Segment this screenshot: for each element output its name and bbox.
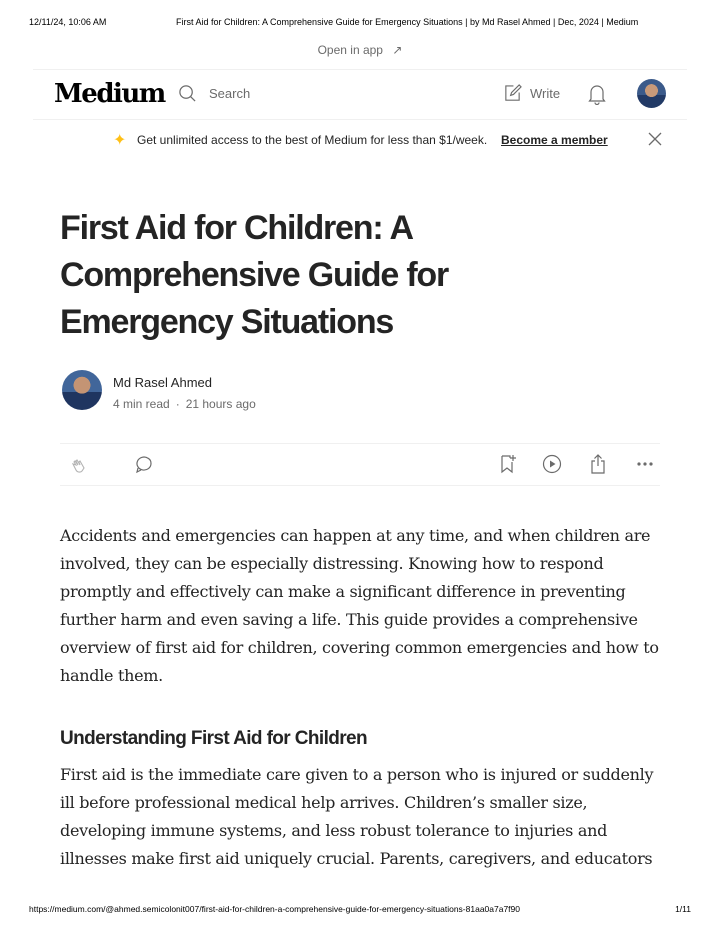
- medium-logo[interactable]: Medium: [54, 79, 165, 109]
- open-in-app-link[interactable]: [0, 43, 720, 57]
- section-heading: Understanding First Aid for Children: [60, 728, 368, 749]
- article-paragraph: First aid is the immediate care given to a person who is injured or suddenly ill before professional medical help arrives. Children’s smaller size, developing immune systems, and less robust tolerance to injuries and illnesses make first aid uniquely crucial. Parents, caregivers, and educators: [60, 765, 654, 868]
- search-box[interactable]: [178, 84, 250, 103]
- article-paragraph: Accidents and emergencies can happen at any time, and when children are involved, they can be especially distressing. Knowing how to respond promptly and effectively can make a significant difference in preventing further harm and even saving a life. This guide provides a comprehensive overview of first aid for children, covering common emergencies and how to handle them.: [60, 526, 659, 685]
- article-title: First Aid for Children: A Comprehensive Guide for Emergency Situations: [60, 209, 449, 341]
- write-label: Write: [530, 86, 561, 101]
- bell-icon[interactable]: [587, 83, 607, 105]
- play-icon[interactable]: [542, 454, 562, 474]
- author-name[interactable]: Md Rasel Ahmed: [113, 375, 212, 390]
- print-header: [29, 17, 659, 27]
- close-icon[interactable]: [648, 132, 662, 146]
- bookmark-icon[interactable]: [498, 454, 518, 474]
- print-url: https://medium.com/@ahmed.semicolonit007/first-aid-for-children-a-comprehensive-guide-for-emergency-situations-81aa0a7a7f90: [29, 904, 520, 914]
- print-doc-title: First Aid for Children: A Comprehensive Guide for Emergency Situations | by Md Rasel Ahmed | Dec, 2024 | Medium: [176, 17, 639, 27]
- comment-icon[interactable]: [134, 454, 154, 474]
- banner-text: Get unlimited access to the best of Medium for less than $1/week.: [137, 133, 488, 147]
- read-time: 4 min read: [113, 397, 170, 411]
- sparkle-icon: ✦: [113, 132, 127, 149]
- external-arrow-icon: ↗: [392, 43, 403, 57]
- divider: [33, 119, 687, 120]
- author-avatar[interactable]: [62, 370, 102, 410]
- share-icon[interactable]: [588, 454, 608, 474]
- search-icon: [178, 84, 197, 103]
- article-action-bar: [60, 443, 660, 485]
- article-meta: [113, 397, 256, 411]
- clap-icon[interactable]: [68, 454, 88, 474]
- print-footer: [29, 904, 691, 914]
- meta-separator: ·: [175, 397, 180, 411]
- become-member-link[interactable]: Become a member: [501, 133, 608, 147]
- open-in-app-label: Open in app: [317, 43, 383, 57]
- write-icon: [503, 84, 522, 103]
- top-navbar: [33, 70, 687, 119]
- write-button[interactable]: [503, 84, 560, 103]
- search-placeholder: Search: [209, 86, 251, 101]
- more-icon[interactable]: [635, 454, 655, 474]
- posted-time: 21 hours ago: [185, 397, 256, 411]
- divider: [60, 485, 660, 486]
- membership-banner: [0, 131, 720, 151]
- print-page-number: 1/11: [675, 904, 691, 914]
- user-avatar[interactable]: [637, 79, 666, 108]
- print-datetime: 12/11/24, 10:06 AM: [29, 17, 107, 27]
